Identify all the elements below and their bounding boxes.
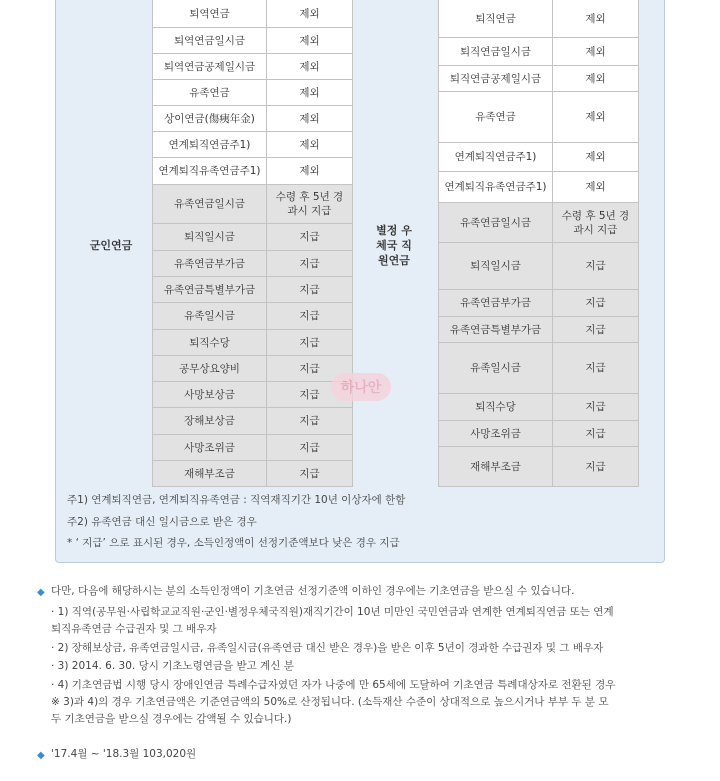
list-item-2: · 2) 장해보상금, 유족연금일시금, 유족일시금(유족연금 대신 받은 경우)을 받은 이후 5년이 경과한 수급권자 및 그 배우자: [51, 642, 604, 654]
left-item-cell: 유족연금: [152, 80, 267, 106]
left-item-cell: 사망조위금: [152, 435, 267, 461]
left-status-cell: 지급: [267, 408, 353, 435]
left-status-cell: 제외: [267, 132, 353, 158]
left-item-cell: 유족연금부가금: [152, 251, 267, 277]
footnote-1: 주1) 연계퇴직연금, 연계퇴직유족연금 : 직역재직기간 10년 이상자에 한함: [67, 494, 406, 506]
left-status-cell: 제외: [267, 158, 353, 185]
right-status-cell: 지급: [553, 317, 639, 343]
watermark-stamp: 하나안: [331, 373, 391, 401]
list-item-3: · 3) 2014. 6. 30. 당시 기초노령연금을 받고 계신 분: [51, 660, 294, 672]
left-status-cell: 지급: [267, 435, 353, 461]
intro-text: 다만, 다음에 해당하시는 분의 소득인정액이 기초연금 선정기준액 이하인 경우에는 기초연금을 받으실 수 있습니다.: [51, 585, 575, 597]
left-item-cell: 재해부조금: [152, 461, 267, 487]
left-status-cell: 지급: [267, 277, 353, 303]
left-item-cell: 퇴역연금공제일시금: [152, 54, 267, 80]
right-item-cell: 사망조위금: [438, 421, 553, 447]
right-status-cell: 수령 후 5년 경 과시 지급: [553, 203, 639, 243]
left-status-cell: 지급: [267, 382, 353, 408]
right-item-cell: 유족일시금: [438, 343, 553, 394]
left-item-cell: 장해보상금: [152, 408, 267, 435]
left-item-cell: 유족연금일시금: [152, 185, 267, 224]
right-item-cell: 유족연금일시금: [438, 203, 553, 243]
right-status-cell: 제외: [553, 38, 639, 66]
footnote-2: 주2) 유족연금 대신 일시금으로 받은 경우: [67, 516, 257, 528]
right-item-cell: 퇴직일시금: [438, 243, 553, 290]
right-status-cell: 지급: [553, 243, 639, 290]
right-item-cell: 퇴직연금일시금: [438, 38, 553, 66]
left-status-cell: 제외: [267, 28, 353, 54]
right-item-cell: 퇴직수당: [438, 394, 553, 421]
left-status-cell: 제외: [267, 0, 353, 28]
right-item-cell: 재해부조금: [438, 447, 553, 487]
left-item-cell: 사망보상금: [152, 382, 267, 408]
right-status-cell: 지급: [553, 290, 639, 317]
right-item-cell: 유족연금부가금: [438, 290, 553, 317]
right-status-cell: 지급: [553, 394, 639, 421]
amount-line: '17.4월 ~ '18.3월 103,020원: [51, 748, 197, 760]
left-item-cell: 유족연금특별부가금: [152, 277, 267, 303]
list-item-1: · 1) 직역(공무원·사립학교교직원·군인·별정우체국직원)재직기간이 10년 미만인 국민연금과 연계한 연계퇴직연금 또는 연계 퇴직유족연금 수급권자 및 그 배우자: [51, 606, 614, 635]
footnote-asterisk: * ‘ 지급’ 으로 표시된 경우, 소득인정액이 선정기준액보다 낮은 경우 지급: [67, 537, 400, 549]
right-status-cell: 제외: [553, 92, 639, 143]
right-status-cell: 제외: [553, 0, 639, 38]
left-status-cell: 제외: [267, 80, 353, 106]
left-item-cell: 연계퇴직유족연금주1): [152, 158, 267, 185]
left-item-cell: 공무상요양비: [152, 356, 267, 382]
right-status-cell: 지급: [553, 343, 639, 394]
right-status-cell: 지급: [553, 447, 639, 487]
left-status-cell: 지급: [267, 330, 353, 356]
left-item-cell: 연계퇴직연금주1): [152, 132, 267, 158]
right-status-cell: 제외: [553, 172, 639, 203]
group-label-postal: 별정 우 체국 직 원연금: [376, 223, 412, 267]
diamond-bullet-icon: ◆: [37, 750, 45, 761]
right-status-cell: 제외: [553, 66, 639, 92]
right-item-cell: 퇴직연금공제일시금: [438, 66, 553, 92]
left-status-cell: 수령 후 5년 경 과시 지급: [267, 185, 353, 224]
left-item-cell: 상이연금(傷痍年金): [152, 106, 267, 132]
left-status-cell: 지급: [267, 303, 353, 330]
right-item-cell: 유족연금: [438, 92, 553, 143]
list-item-4: · 4) 기초연금법 시행 당시 장애인연금 특례수급자였던 자가 나중에 만 65세에 도달하여 기초연금 특례대상자로 전환된 경우 ※ 3)과 4)의 경우 기초연금액은 기준연금액의 50%로 산정됩니다. (소득재산 수준이 상대적으로 높으시거나 부부 두 분 모 두 기초연금을 받으실 경우에는 감액될 수 있습니다.): [51, 679, 616, 725]
left-item-cell: 유족일시금: [152, 303, 267, 330]
left-item-cell: 퇴직수당: [152, 330, 267, 356]
group-label-military: 군인연금: [89, 238, 133, 252]
left-item-cell: 퇴직일시금: [152, 224, 267, 251]
left-status-cell: 지급: [267, 224, 353, 251]
left-status-cell: 제외: [267, 54, 353, 80]
left-item-cell: 퇴역연금: [152, 0, 267, 28]
right-status-cell: 제외: [553, 143, 639, 172]
right-item-cell: 퇴직연금: [438, 0, 553, 38]
left-status-cell: 지급: [267, 356, 353, 382]
left-status-cell: 지급: [267, 461, 353, 487]
left-status-cell: 제외: [267, 106, 353, 132]
diamond-bullet-icon: ◆: [37, 587, 45, 598]
right-item-cell: 연계퇴직유족연금주1): [438, 172, 553, 203]
right-status-cell: 지급: [553, 421, 639, 447]
left-item-cell: 퇴역연금일시금: [152, 28, 267, 54]
left-status-cell: 지급: [267, 251, 353, 277]
right-item-cell: 유족연금특별부가금: [438, 317, 553, 343]
right-item-cell: 연계퇴직연금주1): [438, 143, 553, 172]
